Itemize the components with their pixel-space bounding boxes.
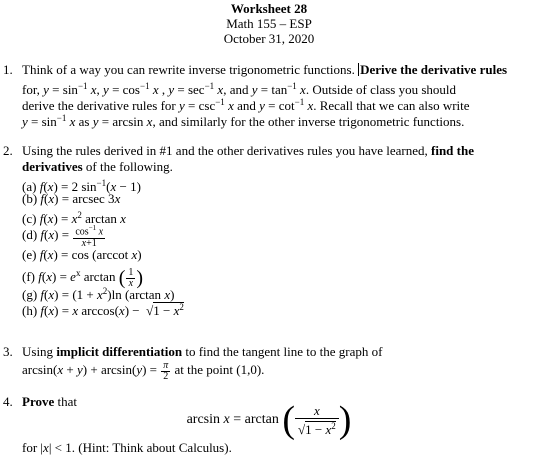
problem-3-number: 3. [3,344,13,359]
fraction: $\frac{x}{√1 - x^2}$ [295,403,339,437]
problem-4-line-3: for |x| < 1. (Hint: Think about Calculus). [22,440,232,455]
problem-2-item-a: (a) f(x) = 2 $\sin^{-1}(x - 1)$ [22,178,141,194]
problem-4-equation: arcsin x = arctan ( $\frac{x}{√1 - x^2}$ ) [186,398,352,441]
date-label: October 31, 2020 [223,31,315,46]
problem-2 [22,143,536,318]
problem-3-line-1: Using implicit differentiation to find the tangent line to the graph of [22,344,383,359]
fraction: $\frac{\pi}{2}$ [163,359,169,382]
problem-2-item-d: (d) f(x) = $\frac{\cos^{-1} x}{x+1}$ [22,224,104,249]
problem-3 [22,344,536,380]
problem-4-line-1: Prove that [22,394,77,409]
problem-1-line-2: for, $y = \sin^{-1} x$, $y = \cos^{-1} x$ , $y = \sec^{-1} x$, and $y = \tan^{-1} x$. Outside of class you should [22,81,457,97]
fraction: $\frac{1}{x}$ [128,266,134,289]
problem-2-item-c: (c) $f(x) = x^2$ arctan x [22,210,126,226]
problem-2-item-h: (h) f(x) = x $\arccos(x) - √1 - x^2$ [22,302,184,318]
problem-1-line-1: Think of a way you can rewrite inverse trigonometric functions. Derive the derivative rules [22,62,508,77]
problem-2-line-2: derivatives of the following. [22,159,173,174]
problem-1-number: 1. [3,62,13,77]
problem-3-line-2: arcsin(x + y) + arcsin(y) = $\frac{\pi}{2}$ at the point (1,0). [22,359,265,382]
problem-2-item-f: (f) $f(x) = e^x$ arctan ( $\frac{1}{x}$ ) [22,266,144,289]
worksheet-title: Worksheet 28 [230,1,308,16]
problem-1 [22,62,536,129]
problem-2-item-g: (g) $f(x) = (1 + x^2)\ln$ (arctan x) [22,286,175,302]
text-cursor [358,63,359,76]
problem-2-line-1: Using the rules derived in #1 and the other derivatives rules you have learned, find the [22,143,474,158]
problem-1-line-4: $y = \sin^{-1} x$ as y = arcsin x, and similarly for the other inverse trigonometric functions. [22,113,465,129]
problem-2-item-e: (e) f(x) = cos (arccot x) [22,247,142,262]
problem-1-line-3: derive the derivative rules for $y = \csc^{-1} x$ and $y = \cot^{-1} x$. Recall that we can also write [22,97,470,113]
fraction: $\frac{\cos^{-1} x}{x+1}$ [75,224,104,249]
course-label: Math 155 – ESP [226,16,312,31]
problem-4-number: 4. [3,394,13,409]
problem-2-number: 2. [3,143,13,158]
problem-2-item-b: (b) f(x) = arcsec 3x [22,191,121,206]
